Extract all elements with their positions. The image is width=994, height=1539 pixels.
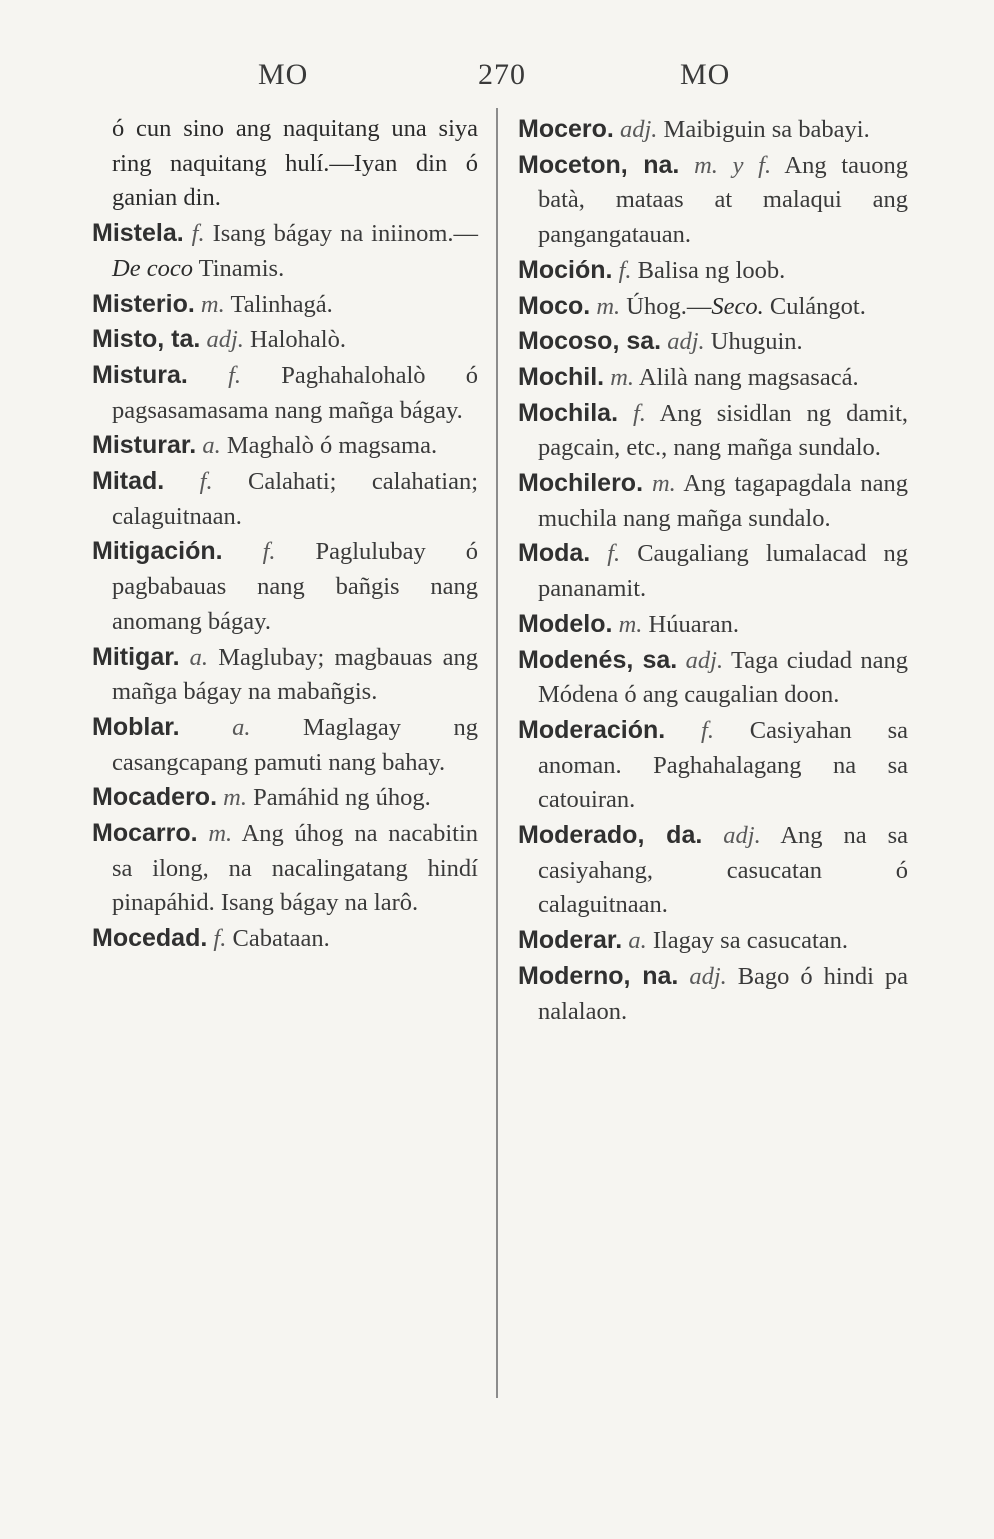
dictionary-entry [518, 466, 908, 536]
entry-definition: Maglubay; magbauas ang mañga bágay na mabañgis. [112, 643, 478, 706]
entry-part-of-speech: f. [191, 220, 205, 248]
dictionary-entry [518, 607, 908, 643]
left-column [92, 112, 478, 957]
entry-part-of-speech: adj. [619, 116, 658, 143]
dictionary-entry [518, 713, 908, 818]
entry-headword: Mocero. [518, 115, 614, 143]
entry-headword: Mochil. [518, 362, 605, 391]
entry-definition: Úhog.— [626, 292, 712, 320]
entry-part-of-speech: a. [628, 927, 647, 955]
dictionary-entry [92, 322, 478, 358]
entry-headword: Moción. [518, 255, 613, 284]
entry-headword: Moderación. [518, 715, 666, 744]
dictionary-entry [92, 780, 478, 816]
dictionary-entry [518, 959, 908, 1029]
entry-headword: Modelo. [518, 609, 613, 638]
entry-part-of-speech: adj. [685, 646, 724, 674]
dictionary-entry [518, 324, 908, 360]
dictionary-entry [518, 289, 908, 325]
entry-definition: Maglagay ng casangcapang pamuti nang bahay. [112, 713, 478, 776]
entry-italic-phrase: Seco. [711, 292, 764, 320]
entry-headword: Modenés, sa. [518, 645, 678, 674]
entry-part-of-speech: adj. [206, 326, 244, 354]
entry-definition: Paglulubay ó pagbabauas nang bañgis nang anomang bágay. [112, 538, 478, 635]
dictionary-entry [92, 640, 478, 710]
entry-part-of-speech: m. [596, 292, 621, 320]
entry-part-of-speech: adj. [667, 328, 705, 356]
entry-headword: Moceton, na. [518, 150, 680, 179]
entry-headword: Mocarro. [92, 819, 198, 848]
entry-definition: Balisa ng loob. [637, 256, 786, 284]
entry-headword: Mitigación. [92, 537, 223, 566]
entry-part-of-speech: adj. [689, 962, 727, 990]
entry-definition: Halohalò. [250, 326, 346, 354]
entry-headword: Mistela. [92, 219, 184, 248]
entry-part-of-speech: m. [618, 610, 643, 638]
dictionary-entry [92, 464, 478, 534]
dictionary-entry [92, 358, 478, 428]
dictionary-entry [92, 921, 478, 957]
entry-headword: Mochilero. [518, 469, 644, 498]
entry-definition: Talinhagá. [230, 290, 333, 318]
entry-part-of-speech: f. [199, 468, 213, 496]
entry-part-of-speech: m. [651, 470, 676, 498]
entry-headword: Moderno, na. [518, 961, 679, 990]
dictionary-entry [518, 923, 908, 959]
entry-definition: Maibiguin sa babayi. [663, 116, 870, 143]
entry-headword: Misturar. [92, 431, 197, 460]
dictionary-entry [518, 818, 908, 923]
entry-definition: Ang sisidlan ng damit, pagcain, etc., nang mañga sundalo. [538, 399, 908, 462]
entry-part-of-speech: a. [232, 713, 251, 741]
entry-definition: Ang na sa casiyahang, casucatan ó calaguitnaan. [538, 822, 909, 919]
entry-part-of-speech: f. [701, 716, 714, 744]
entry-italic-phrase: De coco [112, 254, 193, 282]
running-header-left: MO [258, 58, 309, 91]
dictionary-entry [92, 534, 478, 639]
entry-definition: Alilà nang magsasacá. [638, 363, 859, 391]
entry-headword: Moderar. [518, 926, 623, 955]
entry-headword: Mocoso, sa. [518, 327, 662, 356]
entry-part-of-speech: m. y f. [694, 151, 772, 179]
dictionary-entry [92, 287, 478, 323]
entry-headword: Moblar. [92, 712, 180, 741]
entry-headword: Mochila. [518, 398, 619, 427]
entry-headword: Mocadero. [92, 783, 218, 812]
entry-headword: Mitad. [92, 467, 165, 496]
entry-definition: Bago ó hindi pa nalalaon. [538, 962, 909, 1025]
entry-headword: Mitigar. [92, 642, 180, 671]
entry-part-of-speech: m. [223, 784, 247, 812]
entry-part-of-speech: m. [208, 820, 233, 848]
dictionary-entry [92, 816, 478, 921]
right-column [518, 112, 908, 1029]
entry-part-of-speech: f. [633, 399, 646, 427]
entry-definition: Calahati; calahatian; calaguitnaan. [112, 468, 479, 530]
entry-part-of-speech: f. [607, 540, 621, 568]
entry-definition: Isang bágay na iniinom.— [212, 220, 479, 248]
entry-definition: Pamáhid ng úhog. [253, 784, 431, 812]
entry-part-of-speech: f. [213, 925, 227, 953]
entry-definition-continued: Tinamis. [192, 254, 285, 282]
column-divider [496, 108, 498, 1398]
left-entries [92, 216, 478, 957]
entry-definition: Ilagay sa casucatan. [652, 927, 849, 955]
dictionary-entry [92, 216, 478, 286]
entry-definition: Caugaliang lumalacad ng pananamit. [538, 540, 909, 603]
entry-definition: Uhuguin. [710, 328, 803, 356]
entry-part-of-speech: f. [228, 361, 242, 389]
continuation-text: ó cun sino ang naquitang una siya ring naquitang hulí.—Iyan din ó ganian din. [112, 115, 478, 212]
running-header-right: MO [680, 58, 731, 91]
entry-headword: Mistura. [92, 360, 188, 389]
entry-definition: Ang úhog na nacabitin sa ilong, na nacalingatang hindí pinapáhid. Isang bágay na larô. [112, 820, 478, 917]
dictionary-entry [518, 536, 908, 606]
entry-definition: Cabataan. [232, 925, 330, 953]
entry-part-of-speech: m. [610, 363, 635, 391]
entry-part-of-speech: a. [202, 432, 221, 460]
entry-definition: Ang tauong batà, mataas at malaqui ang pangangatauan. [538, 151, 908, 249]
entry-definition: Taga ciudad nang Módena ó ang caugalian doon. [538, 646, 909, 709]
entry-part-of-speech: a. [189, 643, 209, 671]
dictionary-entry [518, 148, 908, 253]
dictionary-entry [518, 112, 908, 148]
dictionary-entry [518, 253, 908, 289]
entry-definition: Ang tagapagdala nang muchila nang mañga sundalo. [538, 470, 908, 532]
entry-part-of-speech: m. [200, 290, 225, 318]
entry-headword: Moderado, da. [518, 821, 703, 850]
entry-headword: Mocedad. [92, 924, 208, 953]
entry-headword: Misto, ta. [92, 325, 201, 354]
dictionary-entry [518, 643, 908, 713]
entry-part-of-speech: f. [262, 538, 276, 566]
entry-part-of-speech: adj. [723, 822, 761, 850]
right-entries [518, 112, 908, 1029]
entry-definition: Casiyahan sa anoman. Paghahalagang na sa catouiran. [538, 716, 908, 814]
entry-headword: Misterio. [92, 289, 195, 318]
entry-part-of-speech: f. [618, 256, 632, 284]
entry-definition: Paghahalohalò ó pagsasamasama nang mañga bágay. [112, 361, 478, 424]
dictionary-entry [92, 710, 478, 780]
entry-headword: Moco. [518, 291, 591, 320]
entry-headword: Moda. [518, 539, 591, 568]
dictionary-entry [92, 428, 478, 464]
entry-definition-continued: Culángot. [763, 292, 866, 320]
entry-definition: Maghalò ó magsama. [226, 432, 438, 460]
entry-definition: Húuaran. [648, 610, 739, 638]
dictionary-entry [518, 396, 908, 466]
dictionary-entry [518, 360, 908, 396]
page-number: 270 [478, 58, 526, 91]
